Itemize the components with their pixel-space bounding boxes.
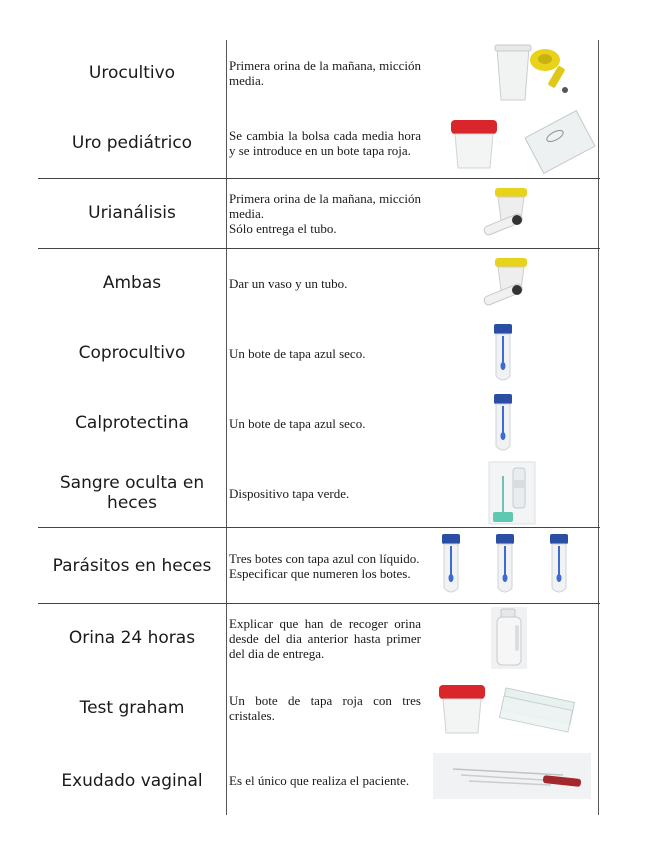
table-row — [38, 743, 600, 818]
test-name: Urocultivo — [88, 63, 176, 83]
blue-cap-stool-tube-icon — [493, 534, 517, 596]
yellow-cup-with-tube-icon — [479, 186, 533, 240]
test-instructions — [229, 248, 421, 318]
test-name: Urianálisis — [88, 203, 176, 223]
24h-urine-bottle-icon — [491, 607, 527, 669]
instruction-line: Un bote de tapa roja con tres cristales. — [229, 693, 421, 723]
yellow-cup-with-tube-icon — [479, 256, 533, 310]
test-name: Orina 24 horas — [68, 628, 196, 648]
blue-cap-stool-tube-icon — [491, 394, 515, 454]
sample-images — [431, 178, 601, 248]
instruction-line: Un bote de tapa azul seco. — [229, 345, 366, 361]
sample-images — [431, 38, 601, 108]
instruction-line: Un bote de tapa azul seco. — [229, 415, 366, 431]
green-cap-device-icon — [489, 462, 535, 528]
vaginal-swab-icon — [433, 753, 591, 799]
test-instructions — [229, 108, 421, 178]
instruction-line: Es el único que realiza el paciente. — [229, 773, 410, 788]
instruction-line: Primera orina de la mañana, micción media. — [229, 58, 421, 88]
instruction-line: Dar un vaso y un tubo. — [229, 275, 348, 291]
table-row — [38, 248, 600, 318]
instruction-line: Especificar que numeren los botes. — [229, 565, 411, 581]
test-instructions — [229, 318, 421, 388]
test-name: Parásitos en heces — [52, 555, 212, 576]
table-row — [38, 38, 600, 108]
test-name: Uro pediátrico — [71, 133, 193, 153]
test-instructions — [229, 603, 421, 673]
instruction-line: Explicar que han de recoger orina desde del dia anterior hasta primer del dia de entrega. — [229, 615, 421, 661]
table-row — [38, 318, 600, 388]
test-instructions — [229, 743, 421, 818]
test-instructions — [229, 178, 421, 248]
red-cap-jar-icon — [437, 683, 487, 737]
table-row — [38, 388, 600, 458]
sample-images — [431, 743, 601, 818]
blue-cap-stool-tube-icon — [439, 534, 463, 596]
test-name: Sangre oculta en heces — [59, 473, 205, 513]
test-instructions — [229, 673, 421, 743]
blue-cap-stool-tube-icon — [491, 324, 515, 384]
test-name: Test graham — [79, 698, 185, 718]
instruction-line: Primera orina de la mañana, micción media. — [229, 190, 421, 221]
instruction-line: Se cambia la bolsa cada media hora y se introduce en un bote tapa roja. — [229, 128, 421, 158]
table-row — [38, 178, 600, 248]
sample-images — [431, 108, 601, 178]
test-instructions — [229, 38, 421, 108]
test-name: Exudado vaginal — [61, 770, 203, 791]
urine-cup-icon — [493, 42, 533, 104]
instruction-line: Sólo entrega el tubo. — [229, 220, 337, 236]
yellow-transfer-cap-icon — [529, 46, 569, 104]
glass-slides-icon — [497, 689, 579, 733]
test-name: Calprotectina — [75, 413, 189, 433]
test-instructions — [229, 458, 421, 528]
instruction-line: Dispositivo tapa verde. — [229, 485, 350, 501]
table-row — [38, 673, 600, 743]
table-row — [38, 108, 600, 178]
sample-images — [431, 458, 601, 528]
sample-images — [431, 603, 601, 673]
instruction-line: Tres botes con tapa azul con líquido. — [229, 550, 420, 566]
table-row — [38, 603, 600, 673]
sample-images — [431, 673, 601, 743]
sample-images — [431, 528, 601, 603]
test-name: Coprocultivo — [78, 343, 186, 363]
table-row — [38, 528, 600, 603]
test-instructions — [229, 528, 421, 603]
red-cap-jar-icon — [449, 118, 499, 172]
sample-images — [431, 388, 601, 458]
sample-images — [431, 248, 601, 318]
blue-cap-stool-tube-icon — [547, 534, 571, 596]
test-name: Ambas — [102, 273, 162, 293]
test-instructions — [229, 388, 421, 458]
pediatric-collection-bag-icon — [527, 114, 595, 170]
sample-images — [431, 318, 601, 388]
table-row — [38, 458, 600, 528]
